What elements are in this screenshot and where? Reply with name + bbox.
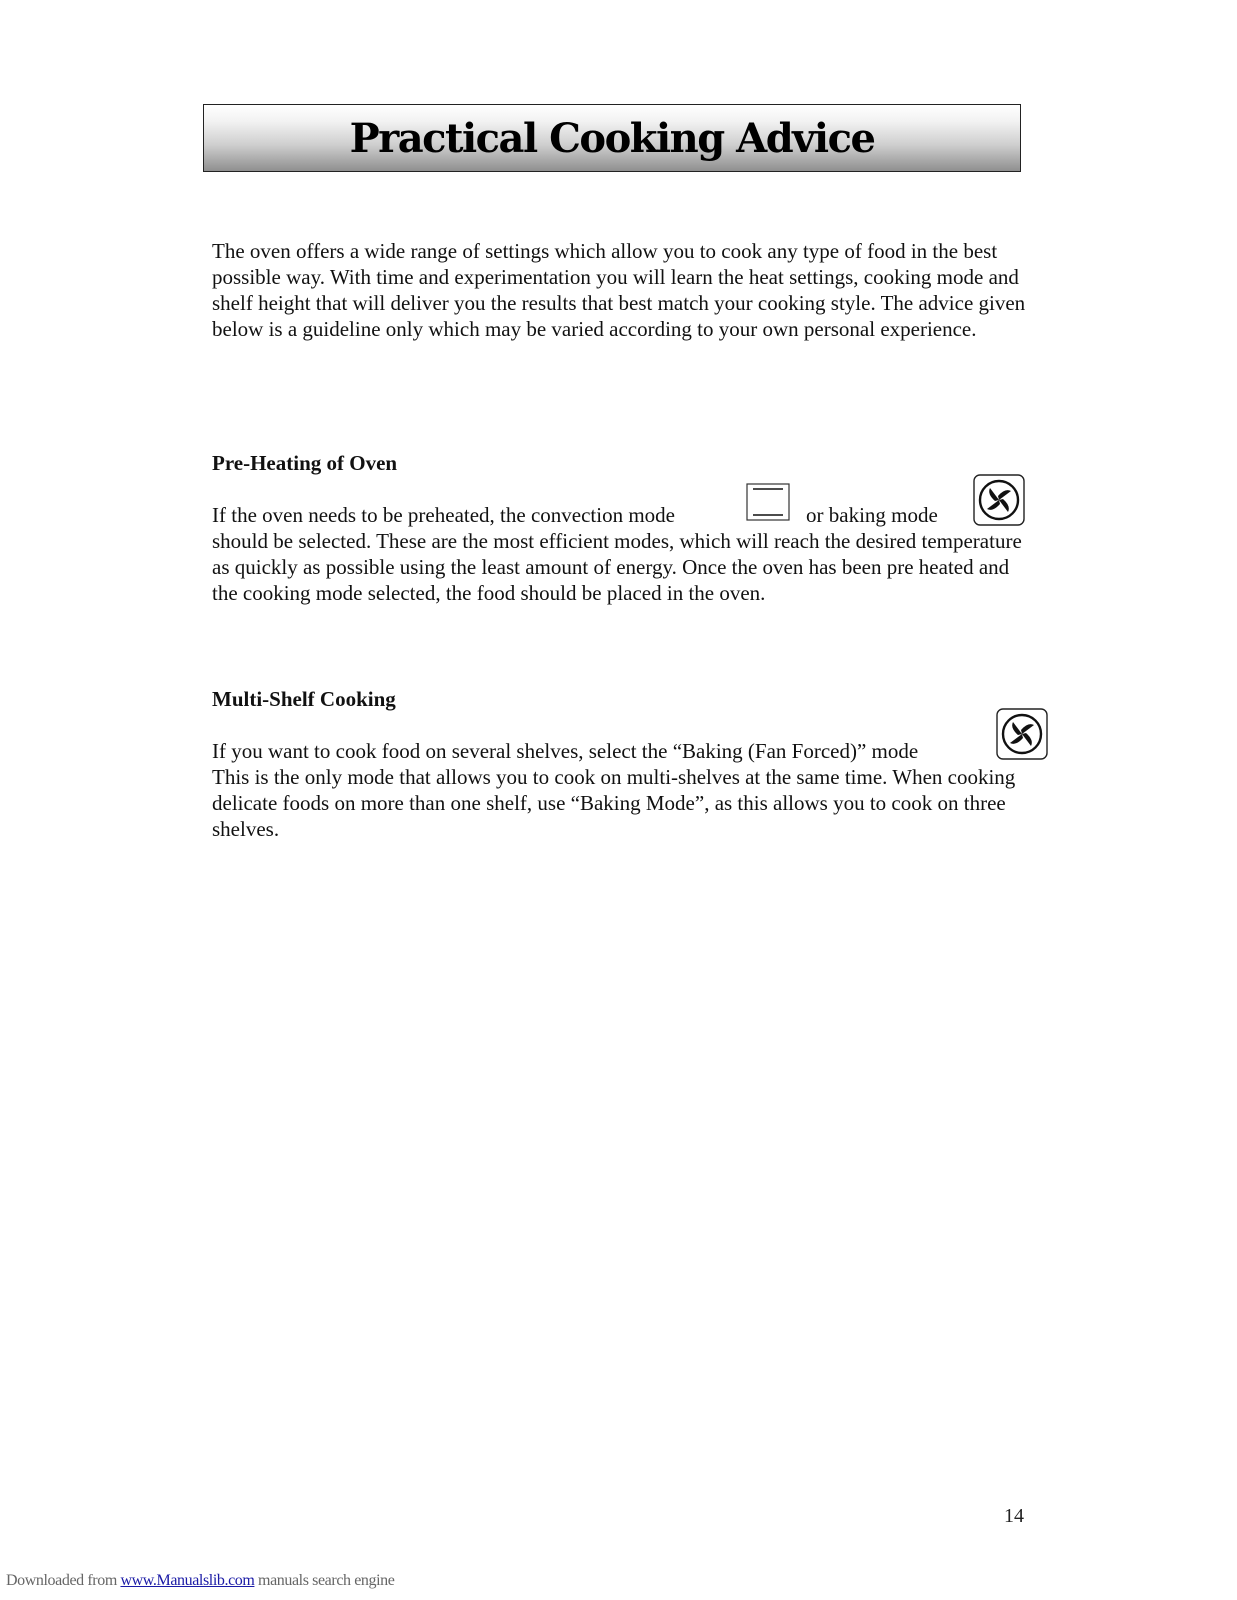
preheat-body: should be selected. These are the most efficient modes, which will reach the desired temperature as quickly as possible using the least amount of energy. Once the oven has been pre heated and the cooking mode selected, the food should be placed in the oven. bbox=[212, 529, 1022, 605]
manualslib-link[interactable]: www.Manualslib.com bbox=[120, 1572, 255, 1589]
multishelf-body: This is the only mode that allows you to cook on multi-shelves at the same time. When cooking delicate foods on more than one shelf, use “Baking Mode”, as this allows you to cook on three shelves. bbox=[212, 765, 1016, 841]
preheat-line-part1: If the oven needs to be preheated, the convection mode bbox=[212, 503, 675, 527]
baking-mode-fan-icon bbox=[973, 474, 1025, 526]
baking-fan-forced-icon bbox=[996, 708, 1048, 760]
intro-paragraph: The oven offers a wide range of settings which allow you to cook any type of food in the best possible way. With time and experimentation you will learn the heat settings, cooking mode and shelf height that will deliver you the results that best match your cooking style. The advice given below is a guideline only which may be varied according to your own personal experience. bbox=[212, 239, 1026, 341]
footer-prefix: Downloaded from bbox=[6, 1572, 121, 1589]
title-banner bbox=[203, 104, 1021, 172]
page-title: Practical Cooking Advice bbox=[349, 114, 875, 162]
preheat-heading: Pre-Heating of Oven bbox=[212, 451, 398, 475]
convection-mode-icon bbox=[746, 483, 790, 521]
download-footer bbox=[6, 1572, 394, 1590]
preheat-line-part2: or baking mode bbox=[806, 503, 938, 527]
multishelf-line1: If you want to cook food on several shelves, select the “Baking (Fan Forced)” mode bbox=[212, 739, 919, 763]
page-number: 14 bbox=[1004, 1505, 1024, 1527]
footer-suffix: manuals search engine bbox=[254, 1572, 395, 1589]
multishelf-heading: Multi-Shelf Cooking bbox=[212, 687, 396, 711]
